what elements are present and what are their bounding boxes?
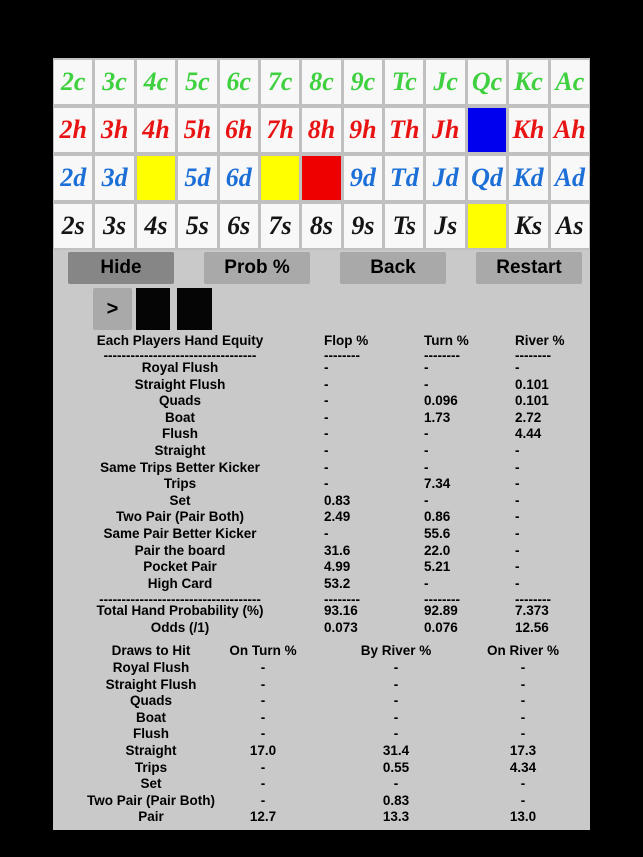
card-cell[interactable]: [54, 60, 92, 104]
hand-type-label: Quads: [158, 393, 201, 409]
river-value: 0.101: [515, 393, 549, 409]
river-total: 12.56: [515, 619, 549, 635]
on-turn-value: -: [260, 792, 266, 808]
on-turn-value: -: [260, 726, 266, 742]
draws-row: [53, 743, 590, 760]
turn-value: -: [424, 360, 429, 375]
card-cell[interactable]: [509, 60, 547, 104]
card-cell[interactable]: [302, 156, 340, 200]
card-cell[interactable]: [220, 156, 258, 200]
card-label: 6h: [224, 115, 253, 144]
draws-table: [53, 643, 590, 826]
flop-value: -: [324, 360, 329, 375]
river-value: -: [515, 575, 520, 591]
card-cell[interactable]: [551, 156, 589, 200]
equity-total-rows: [53, 603, 590, 636]
card-label: Qc: [471, 67, 503, 96]
river-value: 2.72: [515, 409, 542, 425]
draws-row: [53, 760, 590, 777]
equity-row: [53, 460, 590, 477]
column-underline: --------: [324, 592, 360, 608]
card-label: Jc: [433, 67, 458, 96]
card-cell[interactable]: [468, 156, 506, 200]
hand-type-label: Same Trips Better Kicker: [100, 459, 260, 475]
card-cell[interactable]: [95, 60, 133, 104]
equity-row: [53, 526, 590, 543]
card-cell[interactable]: [137, 156, 175, 200]
card-label: Kc: [513, 67, 543, 96]
hand-type-label: Trips: [163, 476, 197, 492]
card-label: Kh: [512, 115, 545, 144]
card-label: 3d: [101, 163, 128, 192]
totals-separator: [53, 592, 590, 608]
on-river-value: -: [520, 709, 526, 725]
draws-row: [53, 776, 590, 793]
title-underline: ----------------------------------: [103, 348, 257, 363]
hand-type-label: Set: [169, 492, 191, 508]
flop-total: 0.073: [324, 619, 358, 635]
draw-type-label: Straight: [125, 742, 177, 758]
river-value: -: [515, 509, 520, 525]
hand-type-label: Pair the board: [134, 542, 226, 558]
by-river-value: 13.3: [382, 809, 410, 825]
card-cell[interactable]: [551, 60, 589, 104]
card-cell[interactable]: [385, 156, 423, 200]
card-label: 5d: [184, 163, 211, 192]
draw-type-label: Trips: [134, 759, 168, 775]
card-cell[interactable]: [344, 156, 382, 200]
draw-type-label: Pair: [138, 809, 164, 825]
equity-title: Each Players Hand Equity: [96, 333, 264, 348]
card-cell[interactable]: [468, 204, 506, 248]
card-label: 6s: [227, 211, 251, 240]
hand-type-label: Boat: [165, 409, 195, 425]
card-cell[interactable]: [344, 60, 382, 104]
draws-row: [53, 660, 590, 677]
turn-value: 1.73: [424, 409, 451, 425]
restart-button[interactable]: Restart: [476, 252, 582, 284]
by-river-value: 0.83: [382, 792, 410, 808]
river-value: -: [515, 459, 520, 475]
equity-header-row: [53, 333, 590, 348]
equity-row: [53, 443, 590, 460]
on-river-column-header: On River %: [486, 643, 560, 658]
turn-value: 7.34: [424, 476, 451, 492]
equity-row: [53, 543, 590, 560]
flop-total: 93.16: [324, 603, 358, 619]
on-turn-value: 12.7: [249, 809, 277, 825]
card-cell[interactable]: [302, 204, 340, 248]
river-value: 0.101: [515, 376, 549, 392]
turn-value: -: [424, 442, 429, 458]
flop-value: 2.49: [324, 509, 351, 525]
card-cell[interactable]: [468, 108, 506, 152]
river-value: 4.44: [515, 426, 542, 442]
by-river-value: -: [393, 693, 399, 709]
turn-value: 5.21: [424, 559, 451, 575]
card-cell[interactable]: [137, 60, 175, 104]
river-value: -: [515, 542, 520, 558]
turn-value: -: [424, 492, 429, 508]
app-panel: [53, 58, 590, 830]
by-river-value: -: [393, 726, 399, 742]
card-label: As: [556, 211, 584, 240]
column-underline: --------: [424, 592, 460, 608]
card-cell[interactable]: [54, 204, 92, 248]
flop-value: -: [324, 376, 329, 392]
river-value: -: [515, 476, 520, 492]
hand-type-label: High Card: [147, 575, 213, 591]
card-label: 4c: [143, 67, 169, 96]
flop-value: 4.99: [324, 559, 351, 575]
card-label: Ac: [555, 67, 585, 96]
card-label: 8s: [309, 211, 334, 240]
draw-type-label: Boat: [136, 709, 166, 725]
on-turn-column-header: On Turn %: [229, 643, 297, 658]
flop-value: 31.6: [324, 542, 351, 558]
column-underline: --------: [515, 348, 551, 363]
draws-title: Draws to Hit: [111, 643, 191, 658]
on-turn-value: -: [260, 759, 266, 775]
card-label: Jd: [432, 163, 459, 192]
by-river-value: -: [393, 776, 399, 792]
turn-total: 0.076: [424, 619, 458, 635]
river-value: -: [515, 442, 520, 458]
flop-value: -: [324, 409, 329, 425]
column-underline: --------: [515, 592, 551, 608]
by-river-column-header: By River %: [360, 643, 432, 658]
player-selector-row: [53, 288, 590, 330]
turn-value: -: [424, 426, 429, 442]
card-cell[interactable]: [385, 60, 423, 104]
card-cell[interactable]: [551, 204, 589, 248]
card-label: 6d: [225, 163, 252, 192]
card-label: 5s: [185, 211, 209, 240]
card-label: 9s: [351, 211, 375, 240]
draw-type-label: Straight Flush: [105, 676, 197, 692]
card-cell[interactable]: [426, 204, 464, 248]
on-turn-value: -: [260, 676, 266, 692]
card-label: Qd: [471, 163, 503, 192]
hand-type-label: Straight Flush: [134, 376, 226, 392]
turn-value: -: [424, 459, 429, 475]
card-cell[interactable]: [54, 108, 92, 152]
prob-button[interactable]: Prob %: [204, 252, 310, 284]
card-cell[interactable]: [385, 108, 423, 152]
card-cell[interactable]: [509, 204, 547, 248]
card-cell[interactable]: [261, 204, 299, 248]
flop-value: 0.83: [324, 492, 351, 508]
card-grid: [53, 58, 590, 250]
equity-row: [53, 410, 590, 427]
toolbar: [53, 252, 590, 284]
card-cell[interactable]: [426, 108, 464, 152]
card-label: Ad: [554, 163, 585, 192]
flop-value: -: [324, 476, 329, 492]
flop-value: -: [324, 459, 329, 475]
hand-type-label: Royal Flush: [141, 360, 219, 375]
equity-row: [53, 576, 590, 593]
card-label: 2h: [59, 115, 87, 144]
card-cell[interactable]: [178, 204, 216, 248]
draw-type-label: Set: [140, 776, 162, 792]
on-river-value: -: [520, 676, 526, 692]
hand-type-label: Straight: [154, 442, 206, 458]
turn-value: -: [424, 376, 429, 392]
turn-total: 92.89: [424, 603, 458, 619]
card-label: Ks: [514, 211, 543, 240]
equity-row: [53, 360, 590, 377]
card-label: Ts: [392, 211, 417, 240]
river-column-header: River %: [515, 333, 565, 348]
card-cell[interactable]: [551, 108, 589, 152]
river-value: -: [515, 492, 520, 508]
river-value: -: [515, 559, 520, 575]
equity-total-row: [53, 620, 590, 637]
card-label: 3h: [100, 115, 129, 144]
equity-row: [53, 426, 590, 443]
flop-column-header: Flop %: [324, 333, 369, 348]
card-cell[interactable]: [302, 60, 340, 104]
card-cell[interactable]: [137, 108, 175, 152]
next-player-button[interactable]: >: [93, 288, 132, 330]
equity-row: [53, 559, 590, 576]
draws-row: [53, 677, 590, 694]
on-river-value: 13.0: [509, 809, 537, 825]
on-river-value: 17.3: [509, 742, 537, 758]
draws-row: [53, 726, 590, 743]
by-river-value: -: [393, 660, 399, 675]
card-cell[interactable]: [95, 204, 133, 248]
equity-row: [53, 393, 590, 410]
flop-value: -: [324, 393, 329, 409]
river-total: 7.373: [515, 603, 549, 619]
on-river-value: -: [520, 792, 526, 808]
card-cell[interactable]: [261, 108, 299, 152]
total-label: Odds (/1): [150, 619, 210, 635]
card-cell[interactable]: [220, 204, 258, 248]
equity-rows: [53, 360, 590, 592]
hand-type-label: Pocket Pair: [143, 559, 217, 575]
equity-row: [53, 476, 590, 493]
card-label: 4h: [142, 115, 170, 144]
equity-row: [53, 377, 590, 394]
draws-header-row: [53, 643, 590, 660]
total-label: Total Hand Probability (%): [96, 603, 264, 619]
card-cell[interactable]: [137, 204, 175, 248]
on-turn-value: -: [260, 693, 266, 709]
on-river-value: -: [520, 776, 526, 792]
card-label: 9d: [349, 163, 376, 192]
card-label: 2s: [61, 211, 85, 240]
equity-header-underline: [53, 348, 590, 363]
card-cell[interactable]: [426, 156, 464, 200]
card-cell[interactable]: [220, 60, 258, 104]
hand-type-label: Flush: [162, 426, 198, 442]
draws-row: [53, 710, 590, 727]
card-cell[interactable]: [261, 156, 299, 200]
flop-value: -: [324, 442, 329, 458]
turn-column-header: Turn %: [424, 333, 469, 348]
hole-card-slot-1[interactable]: [136, 288, 170, 330]
card-label: 6c: [226, 67, 251, 96]
on-turn-value: -: [260, 709, 266, 725]
card-cell[interactable]: [426, 60, 464, 104]
card-label: 3c: [102, 67, 127, 96]
separator-dashes: ------------------------------------: [99, 592, 261, 608]
draws-row: [53, 809, 590, 826]
card-label: 9c: [350, 67, 376, 96]
card-label: 7c: [267, 67, 293, 96]
card-cell[interactable]: [468, 60, 506, 104]
card-label: Td: [389, 163, 419, 192]
card-label: 2d: [60, 163, 87, 192]
card-label: 4s: [144, 211, 168, 240]
on-river-value: -: [520, 660, 526, 675]
card-label: Jh: [431, 115, 460, 144]
column-underline: --------: [424, 348, 460, 363]
card-cell[interactable]: [344, 108, 382, 152]
hand-type-label: Same Pair Better Kicker: [103, 525, 257, 541]
turn-value: -: [424, 575, 429, 591]
equity-total-row: [53, 603, 590, 620]
card-label: 5c: [185, 67, 210, 96]
equity-table: [53, 333, 590, 637]
card-cell[interactable]: [95, 108, 133, 152]
draws-rows: [53, 660, 590, 826]
card-label: Ah: [553, 115, 586, 144]
card-cell[interactable]: [509, 108, 547, 152]
flop-value: -: [324, 426, 329, 442]
card-cell[interactable]: [178, 156, 216, 200]
card-label: 7h: [266, 115, 294, 144]
card-label: 9h: [349, 115, 377, 144]
on-river-value: 4.34: [509, 759, 537, 775]
by-river-value: -: [393, 676, 399, 692]
card-cell[interactable]: [509, 156, 547, 200]
draw-type-label: Quads: [129, 693, 172, 709]
on-river-value: -: [520, 693, 526, 709]
draw-type-label: Two Pair (Pair Both): [86, 792, 215, 808]
flop-value: -: [324, 525, 329, 541]
card-cell[interactable]: [344, 204, 382, 248]
draw-type-label: Flush: [133, 726, 169, 742]
hole-card-slot-2[interactable]: [177, 288, 212, 330]
card-label: Th: [389, 115, 420, 144]
on-turn-value: -: [260, 660, 266, 675]
turn-value: 22.0: [424, 542, 451, 558]
river-value: -: [515, 525, 520, 541]
draws-row: [53, 693, 590, 710]
card-label: 5h: [183, 115, 212, 144]
card-cell[interactable]: [54, 156, 92, 200]
by-river-value: 31.4: [382, 742, 410, 758]
card-cell[interactable]: [385, 204, 423, 248]
by-river-value: 0.55: [382, 759, 410, 775]
turn-value: 0.096: [424, 393, 458, 409]
draw-type-label: Royal Flush: [112, 660, 190, 675]
card-cell[interactable]: [178, 108, 216, 152]
card-cell[interactable]: [220, 108, 258, 152]
card-label: 8h: [307, 115, 336, 144]
by-river-value: -: [393, 709, 399, 725]
card-cell[interactable]: [178, 60, 216, 104]
card-cell[interactable]: [261, 60, 299, 104]
back-button[interactable]: Back: [340, 252, 446, 284]
card-label: Tc: [391, 67, 417, 96]
on-river-value: -: [520, 726, 526, 742]
hand-type-label: Two Pair (Pair Both): [115, 509, 244, 525]
on-turn-value: -: [260, 776, 266, 792]
equity-row: [53, 493, 590, 510]
card-label: 7s: [268, 211, 292, 240]
card-label: 8c: [309, 67, 334, 96]
card-cell[interactable]: [95, 156, 133, 200]
column-underline: --------: [324, 348, 360, 363]
card-cell[interactable]: [302, 108, 340, 152]
card-label: Kd: [513, 163, 544, 192]
card-label: 3s: [103, 211, 127, 240]
card-label: 2c: [60, 67, 86, 96]
on-turn-value: 17.0: [249, 742, 277, 758]
turn-value: 0.86: [424, 509, 451, 525]
hide-button[interactable]: Hide: [68, 252, 174, 284]
card-label: Js: [434, 211, 458, 240]
equity-row: [53, 509, 590, 526]
river-value: -: [515, 360, 520, 375]
flop-value: 53.2: [324, 575, 351, 591]
turn-value: 55.6: [424, 525, 451, 541]
draws-row: [53, 793, 590, 810]
